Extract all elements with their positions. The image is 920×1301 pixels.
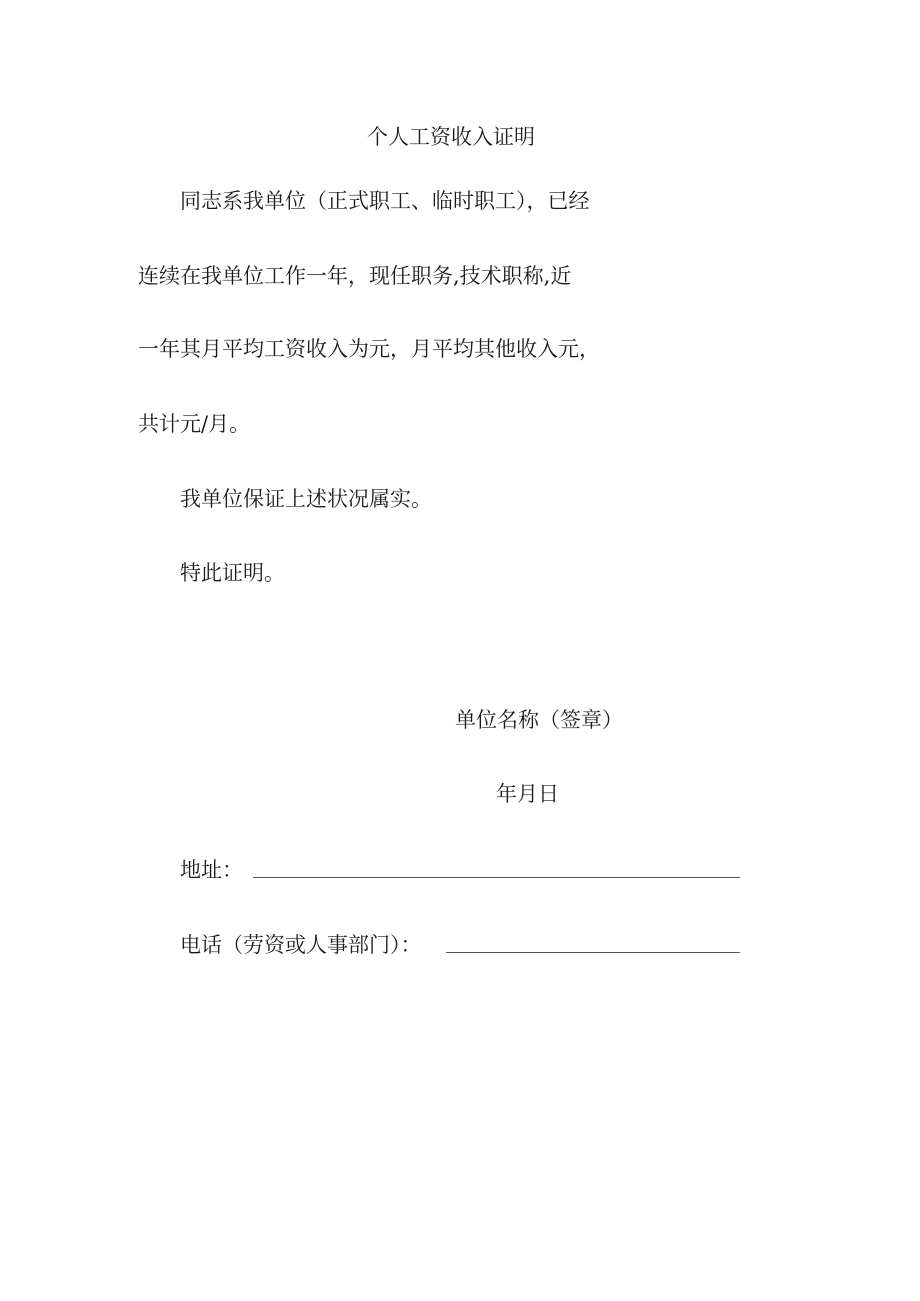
signature-org-label: 单位名称（签章） bbox=[455, 708, 623, 732]
signature-date-label: 年月日 bbox=[496, 782, 559, 806]
address-label: 地址： bbox=[180, 858, 243, 882]
phone-fill-line bbox=[446, 952, 740, 953]
paragraph-line-3: 一年其月平均工资收入为元，月平均其他收入元， bbox=[138, 337, 600, 361]
paragraph-line-2: 连续在我单位工作一年，现任职务,技术职称,近 bbox=[138, 264, 572, 288]
paragraph-closing: 特此证明。 bbox=[180, 561, 285, 585]
address-fill-line bbox=[253, 877, 740, 878]
paragraph-guarantee: 我单位保证上述状况属实。 bbox=[180, 487, 432, 511]
paragraph-line-1: 同志系我单位（正式职工、临时职工），已经 bbox=[180, 189, 590, 213]
document-title: 个人工资收入证明 bbox=[367, 125, 535, 149]
phone-label: 电话（劳资或人事部门）： bbox=[180, 933, 422, 957]
paragraph-line-4: 共计元/月。 bbox=[138, 412, 251, 436]
